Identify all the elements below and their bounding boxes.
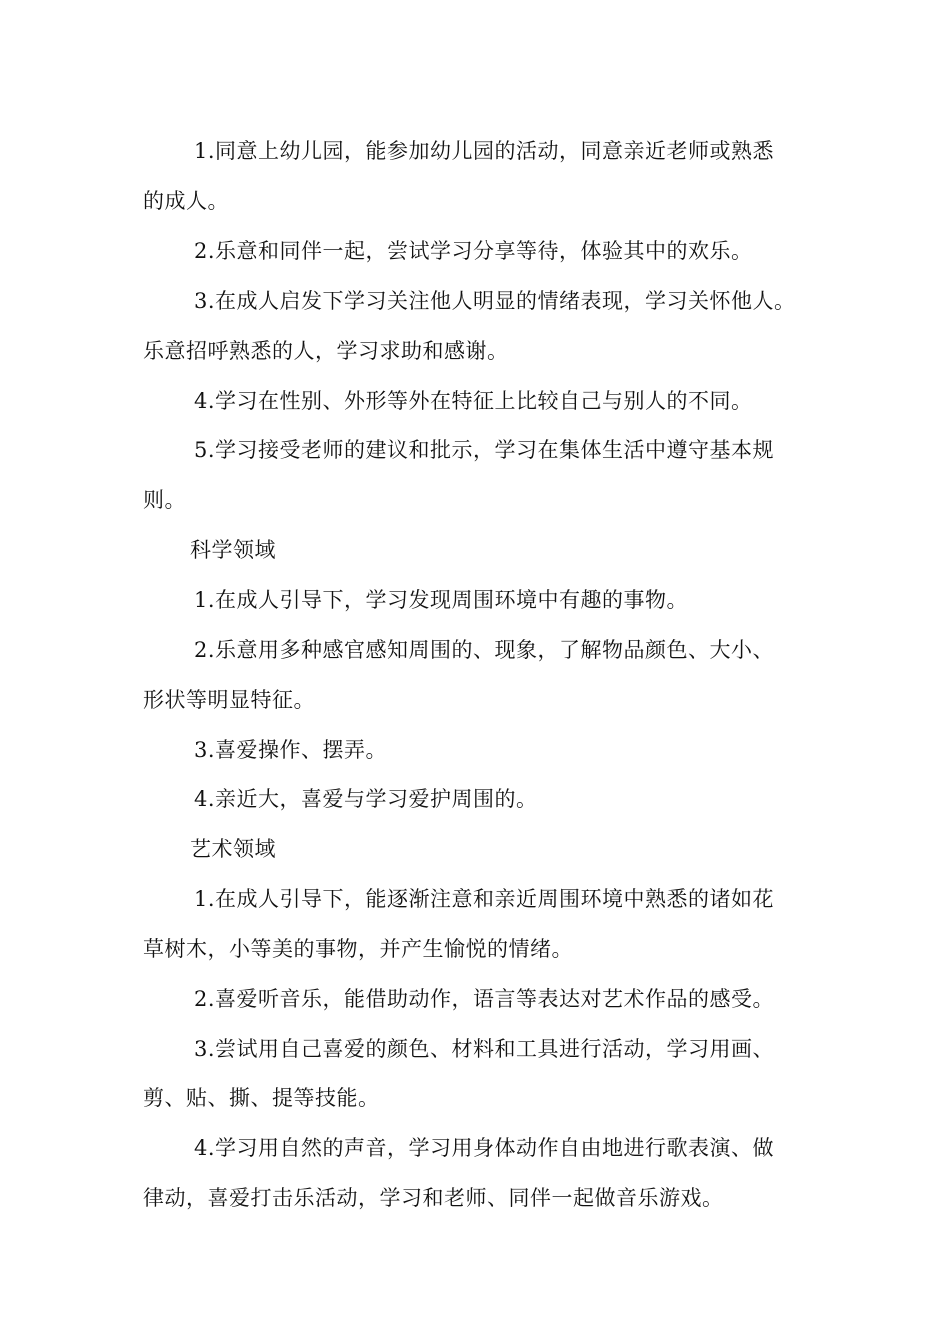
social-item-2: 2.乐意和同伴一起，尝试学习分享等待，体验其中的欢乐。: [194, 239, 753, 263]
science-item-2-line-2: 形状等明显特征。: [143, 688, 315, 712]
social-item-1-line-1: 1.同意上幼儿园，能参加幼儿园的活动，同意亲近老师或熟悉: [194, 139, 775, 163]
social-item-3-line-1: 3.在成人启发下学习关注他人明显的情绪表现，学习关怀他人。: [194, 289, 796, 313]
science-heading: 科学领域: [190, 538, 276, 562]
social-item-4: 4.学习在性别、外形等外在特征上比较自己与别人的不同。: [194, 389, 753, 413]
art-item-1-line-1: 1.在成人引导下，能逐渐注意和亲近周围环境中熟悉的诸如花: [194, 887, 775, 911]
art-heading: 艺术领域: [190, 837, 276, 861]
science-item-2-line-1: 2.乐意用多种感官感知周围的、现象，了解物品颜色、大小、: [194, 638, 775, 662]
social-item-1-line-2: 的成人。: [143, 189, 229, 213]
art-item-2: 2.喜爱听音乐，能借助动作，语言等表达对艺术作品的感受。: [194, 987, 775, 1011]
social-item-5-line-1: 5.学习接受老师的建议和批示，学习在集体生活中遵守基本规: [194, 438, 775, 462]
art-item-3-line-2: 剪、贴、撕、提等技能。: [143, 1086, 380, 1110]
art-item-4-line-1: 4.学习用自然的声音，学习用身体动作自由地进行歌表演、做: [194, 1136, 775, 1160]
social-item-5-line-2: 则。: [143, 488, 186, 512]
science-item-3: 3.喜爱操作、摆弄。: [194, 738, 388, 762]
art-item-3-line-1: 3.尝试用自己喜爱的颜色、材料和工具进行活动，学习用画、: [194, 1037, 775, 1061]
art-item-4-line-2: 律动，喜爱打击乐活动，学习和老师、同伴一起做音乐游戏。: [143, 1186, 724, 1210]
science-item-4: 4.亲近大，喜爱与学习爱护周围的。: [194, 787, 538, 811]
art-item-1-line-2: 草树木，小等美的事物，并产生愉悦的情绪。: [143, 937, 573, 961]
science-item-1: 1.在成人引导下，学习发现周围环境中有趣的事物。: [194, 588, 689, 612]
social-item-3-line-2: 乐意招呼熟悉的人，学习求助和感谢。: [143, 339, 509, 363]
